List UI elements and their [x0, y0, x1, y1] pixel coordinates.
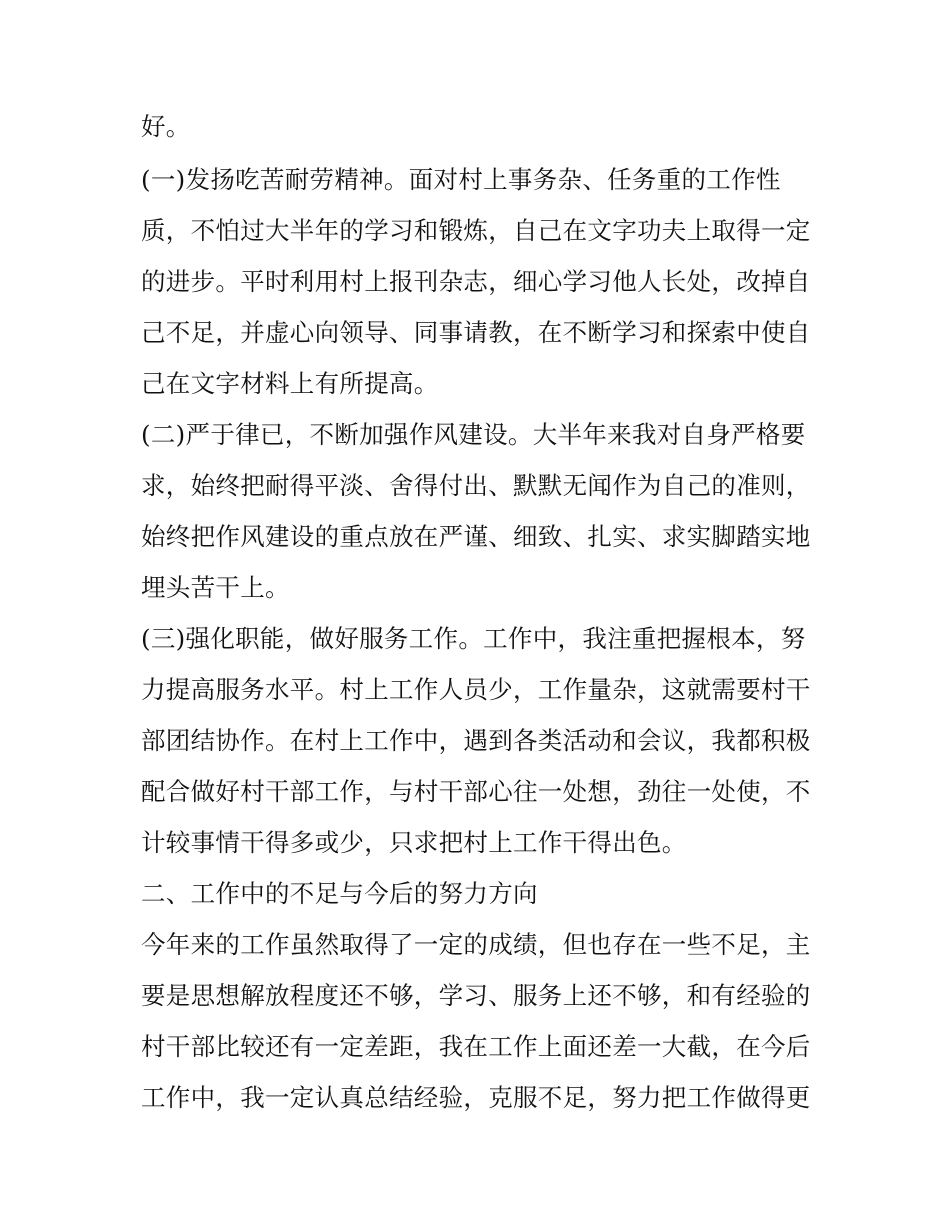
section-heading: 二、工作中的不足与今后的努力方向: [141, 879, 538, 908]
text-line: 要是思想解放程度还不够，学习、服务上还不够，和有经验的: [141, 981, 811, 1010]
text-line: 埋头苦干上。: [141, 573, 290, 602]
text-line: 今年来的工作虽然取得了一定的成绩，但也存在一些不足，主: [141, 930, 811, 959]
text-line: 计较事情干得多或少，只求把村上工作干得出色。: [141, 828, 687, 857]
text-line: 部团结协作。在村上工作中，遇到各类活动和会议，我都积极: [141, 726, 811, 755]
text-line: (二)严于律已，不断加强作风建设。大半年来我对自身严格要: [141, 420, 806, 449]
text-line: 始终把作风建设的重点放在严谨、细致、扎实、求实脚踏实地: [141, 522, 811, 551]
text-line: 力提高服务水平。村上工作人员少，工作量杂，这就需要村干: [141, 675, 811, 704]
text-line: 的进步。平时利用村上报刊杂志，细心学习他人长处，改掉自: [141, 267, 811, 296]
text-line: 配合做好村干部工作，与村干部心往一处想，劲往一处使，不: [141, 777, 811, 806]
text-line: 村干部比较还有一定差距，我在工作上面还差一大截，在今后: [141, 1032, 811, 1061]
text-line: 工作中，我一定认真总结经验，克服不足，努力把工作做得更: [141, 1083, 811, 1112]
text-line: (三)强化职能，做好服务工作。工作中，我注重把握根本，努: [141, 624, 806, 653]
text-line: 求，始终把耐得平淡、舍得付出、默默无闻作为自己的准则，: [141, 471, 811, 500]
text-line: 己不足，并虚心向领导、同事请教，在不断学习和探索中使自: [141, 318, 811, 347]
text-line: (一)发扬吃苦耐劳精神。面对村上事务杂、任务重的工作性: [141, 165, 781, 194]
text-line: 好。: [141, 112, 191, 141]
text-line: 己在文字材料上有所提高。: [141, 369, 439, 398]
text-line: 质，不怕过大半年的学习和锻炼，自己在文字功夫上取得一定: [141, 216, 811, 245]
